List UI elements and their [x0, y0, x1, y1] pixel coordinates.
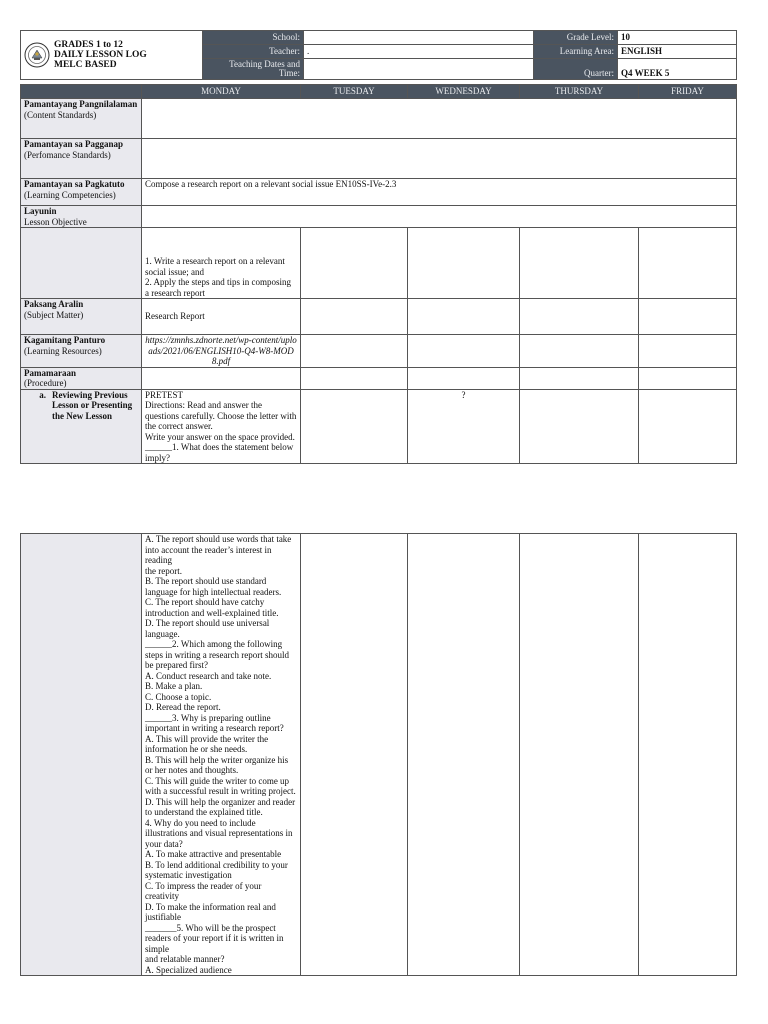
objective-1: 1. Write a research report on a relevant social issue; and [145, 256, 285, 277]
pretest-line: the report. [145, 565, 182, 576]
pretest-line: C. This will guide the writer to come up with a successful result in writing project. [145, 775, 296, 796]
subject-matter-friday[interactable] [639, 299, 737, 335]
header-title-line-3: MELC BASED [54, 60, 117, 70]
pretest-line: B. This will help the writer organize his or her notes and thoughts. [145, 754, 289, 775]
learning-competencies-subtitle: (Learning Competencies) [24, 189, 116, 200]
header-logo-cell [21, 31, 203, 80]
quarter-value[interactable]: Q4 WEEK 5 [618, 59, 737, 80]
pretest-line: and relatable manner? [145, 954, 225, 964]
pretest-instruction: Write your answer on the space provided. [145, 431, 295, 442]
subject-matter-title: Paksang Aralin [24, 299, 84, 309]
subject-matter-thursday[interactable] [520, 299, 639, 335]
pretest-question-1: ______1. What does the statement below imply? [145, 442, 294, 463]
learning-resources-link[interactable]: https://zmnhs.zdnorte.net/wp-content/uploads/2021/06/ENGLISH10-Q4-W8-MOD8.pdf [142, 335, 301, 368]
learning-resources-row [21, 335, 737, 368]
objectives-detail-label [21, 228, 142, 299]
performance-standards-value[interactable] [142, 139, 737, 179]
objectives-tuesday[interactable] [301, 228, 408, 299]
header-title-line-2: DAILY LESSON LOG [54, 50, 147, 60]
objectives-wednesday[interactable] [408, 228, 520, 299]
day-header-thursday: THURSDAY [520, 85, 639, 99]
pretest-line: A. The report should use words that take into account the reader’s interest in reading [145, 534, 292, 565]
learning-resources-wednesday[interactable] [408, 335, 520, 368]
pretest-continued-friday[interactable] [639, 534, 737, 976]
deped-seal-icon [24, 42, 50, 68]
pretest-line: A. To make attractive and presentable [145, 849, 282, 859]
pretest-continued-wednesday[interactable] [408, 534, 520, 976]
procedure-friday[interactable] [639, 367, 737, 389]
pretest-line: B. To lend additional credibility to your systematic investigation [145, 859, 288, 880]
procedure-thursday[interactable] [520, 367, 639, 389]
content-standards-value[interactable] [142, 99, 737, 139]
pretest-line: C. Choose a topic. [145, 691, 212, 702]
day-header-wednesday: WEDNESDAY [408, 85, 520, 99]
pretest-line: ______2. Which among the following steps in writing a research report should be prepared first? [145, 639, 289, 670]
pretest-continued-tuesday[interactable] [301, 534, 408, 976]
subject-matter-subtitle: (Subject Matter) [24, 309, 84, 320]
pretest-continued-row [21, 534, 737, 976]
day-header-blank [21, 85, 142, 99]
performance-standards-label [21, 139, 142, 179]
teacher-label: Teacher: [203, 45, 304, 59]
procedure-a-label [21, 389, 142, 464]
pretest-line: B. The report should use standard language for high intellectual readers. [145, 576, 282, 597]
learning-area-value[interactable]: ENGLISH [618, 45, 737, 59]
objectives-detail-row [21, 228, 737, 299]
subject-matter-tuesday[interactable] [301, 299, 408, 335]
performance-standards-row [21, 139, 737, 179]
pretest-directions: Directions: Read and answer the questions carefully. Choose the letter with the correct answer. [145, 400, 297, 431]
lesson-objective-label [21, 206, 142, 228]
learning-competencies-value[interactable]: Compose a research report on a relevant social issue EN10SS-IVe-2.3 [142, 179, 737, 206]
learning-area-label: Learning Area: [534, 45, 618, 59]
learning-resources-friday[interactable] [639, 335, 737, 368]
quarter-label: Quarter: [534, 59, 618, 80]
procedure-monday[interactable] [142, 367, 301, 389]
procedure-a-tuesday[interactable] [301, 389, 408, 464]
learning-resources-subtitle: (Learning Resources) [24, 345, 102, 356]
lesson-objective-row [21, 206, 737, 228]
learning-competencies-label [21, 179, 142, 206]
procedure-a-text: Reviewing Previous Lesson or Presenting the New Lesson [52, 389, 133, 421]
objectives-friday[interactable] [639, 228, 737, 299]
pretest-line: A. Conduct research and take note. [145, 670, 272, 681]
content-standards-label [21, 99, 142, 139]
pretest-line: C. The report should have catchy introduction and well-explained title. [145, 597, 279, 618]
procedure-a-wednesday[interactable]: ? [408, 389, 520, 464]
grade-level-label: Grade Level: [534, 31, 618, 45]
procedure-label [21, 367, 142, 389]
day-header-monday: MONDAY [142, 85, 301, 99]
day-header-tuesday: TUESDAY [301, 85, 408, 99]
performance-standards-subtitle: (Perfomance Standards) [24, 149, 111, 160]
learning-resources-tuesday[interactable] [301, 335, 408, 368]
pretest-line: D. Reread the report. [145, 702, 221, 712]
teacher-value[interactable]: . [304, 45, 534, 59]
procedure-a-letter: a. [39, 389, 46, 400]
objectives-thursday[interactable] [520, 228, 639, 299]
pretest-line: ______3. Why is preparing outline important in writing a research report? [145, 712, 284, 733]
pretest-line: D. This will help the organizer and reader to understand the explained title. [145, 796, 296, 817]
lesson-objective-value[interactable] [142, 206, 737, 228]
learning-resources-title: Kagamitang Panturo [24, 335, 106, 345]
procedure-row [21, 367, 737, 389]
grade-level-value[interactable]: 10 [618, 31, 737, 45]
content-standards-subtitle: (Content Standards) [24, 109, 97, 120]
procedure-a-row [21, 389, 737, 464]
objective-2: 2. Apply the steps and tips in composing a research report [145, 277, 291, 298]
lesson-table [20, 84, 737, 464]
pretest-continued-thursday[interactable] [520, 534, 639, 976]
lesson-objective-subtitle: Lesson Objective [24, 216, 87, 227]
procedure-title: Pamamaraan [24, 367, 76, 378]
school-value[interactable] [304, 31, 534, 45]
pretest-line: A. This will provide the writer the information he or she needs. [145, 733, 269, 754]
procedure-a-friday[interactable] [639, 389, 737, 464]
procedure-a-thursday[interactable] [520, 389, 639, 464]
performance-standards-title: Pamantayan sa Pagganap [24, 139, 124, 149]
pretest-title: PRETEST [145, 389, 184, 400]
day-header-friday: FRIDAY [639, 85, 737, 99]
subject-matter-row [21, 299, 737, 335]
teaching-dates-label: Teaching Dates and Time: [203, 59, 304, 80]
learning-resources-thursday[interactable] [520, 335, 639, 368]
procedure-wednesday[interactable] [408, 367, 520, 389]
procedure-tuesday[interactable] [301, 367, 408, 389]
pretest-line: A. Specialized audience [145, 964, 232, 975]
pretest-line: _______5. Who will be the prospect readers of your report if it is written in simple [145, 922, 284, 954]
pretest-line: D. To make the information real and justifiable [145, 901, 276, 922]
pretest-line: D. The report should use universal language. [145, 618, 270, 639]
header-table [20, 30, 737, 80]
learning-competencies-row [21, 179, 737, 206]
learning-resources-label [21, 335, 142, 368]
pretest-line: C. To impress the reader of your creativity [145, 880, 262, 901]
pretest-line: 4. Why do you need to include illustrations and visual representations in your data? [145, 817, 293, 849]
day-header-row [21, 85, 737, 99]
header-title-line-1: GRADES 1 to 12 [54, 40, 123, 50]
teaching-dates-value[interactable] [304, 59, 534, 80]
objectives-monday[interactable] [142, 228, 301, 299]
pretest-continued-monday[interactable] [142, 534, 301, 976]
lesson-table-continued [20, 533, 737, 976]
pretest-continued-label [21, 534, 142, 976]
content-standards-title: Pamantayang Pangnilalaman [24, 99, 138, 109]
procedure-subtitle: (Procedure) [24, 378, 67, 388]
pretest-monday[interactable] [142, 389, 301, 464]
subject-matter-label [21, 299, 142, 335]
learning-competencies-title: Pamantayan sa Pagkatuto [24, 179, 125, 189]
school-label: School: [203, 31, 304, 45]
lesson-objective-title: Layunin [24, 206, 57, 216]
subject-matter-monday[interactable]: Research Report [142, 299, 301, 335]
subject-matter-wednesday[interactable] [408, 299, 520, 335]
pretest-line: B. Make a plan. [145, 681, 203, 691]
content-standards-row [21, 99, 737, 139]
